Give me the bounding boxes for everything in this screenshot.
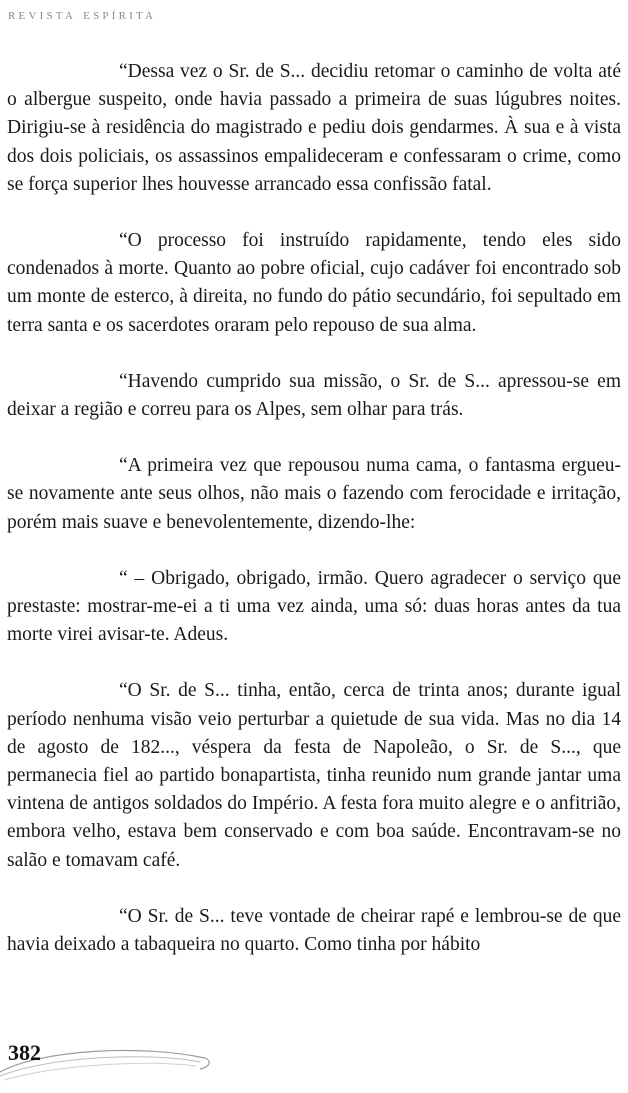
paragraph: “Havendo cumprido sua missão, o Sr. de S... apressou-se em deixar a região e correu para os Alpes, sem olhar para trás. bbox=[7, 370, 621, 421]
paragraph: “A primeira vez que repousou numa cama, o fantasma ergueu-se novamente ante seus olhos, não mais o fazendo com ferocidade e irritação, porém mais suave e benevolentemente, dizendo-lhe: bbox=[7, 455, 621, 533]
page-number: 382 bbox=[8, 1040, 41, 1065]
running-header: revista espírita bbox=[8, 6, 157, 23]
paragraph: “O processo foi instruído rapidamente, tendo eles sido condenados à morte. Quanto ao pobre oficial, cujo cadáver foi encontrado sob um monte de esterco, à direita, no fundo do pátio secundário, foi sepultado em terra santa e os sacerdotes oraram pelo repouso de sua alma. bbox=[7, 230, 621, 336]
paragraph: “O Sr. de S... teve vontade de cheirar rapé e lembrou-se de que havia deixado a tabaqueira no quarto. Como tinha por hábito bbox=[7, 905, 621, 956]
paragraph: “ – Obrigado, obrigado, irmão. Quero agradecer o serviço que prestaste: mostrar-me-ei a ti uma vez ainda, uma só: duas horas antes da tua morte virei avisar-te. Adeus. bbox=[7, 567, 621, 646]
paragraph: “Dessa vez o Sr. de S... decidiu retomar o caminho de volta até o albergue suspeito, onde havia passado a primeira de suas lúgubres noites. Dirigiu-se à residência do magistrado e pediu dois gendarmes. À sua e à vista dos dois policiais, os assassinos empalideceram e confessaram o crime, como se força superior lhes houvesse arrancado essa confissão fatal. bbox=[7, 61, 621, 195]
paragraph: “O Sr. de S... tinha, então, cerca de trinta anos; durante igual período nenhuma visão veio perturbar a quietude de sua vida. Mas no dia 14 de agosto de 182..., véspera da festa de Napoleão, o Sr. de S..., que permanecia fiel ao partido bonapartista, tinha reunido num grande jantar uma vintena de antigos soldados do Império. A festa fora muito alegre e o anfitrião, embora velho, estava bem conservado e com boa saúde. Encontravam-se no salão e tomavam café. bbox=[7, 680, 621, 871]
page-footer bbox=[0, 1034, 628, 1084]
page-body bbox=[7, 58, 621, 987]
